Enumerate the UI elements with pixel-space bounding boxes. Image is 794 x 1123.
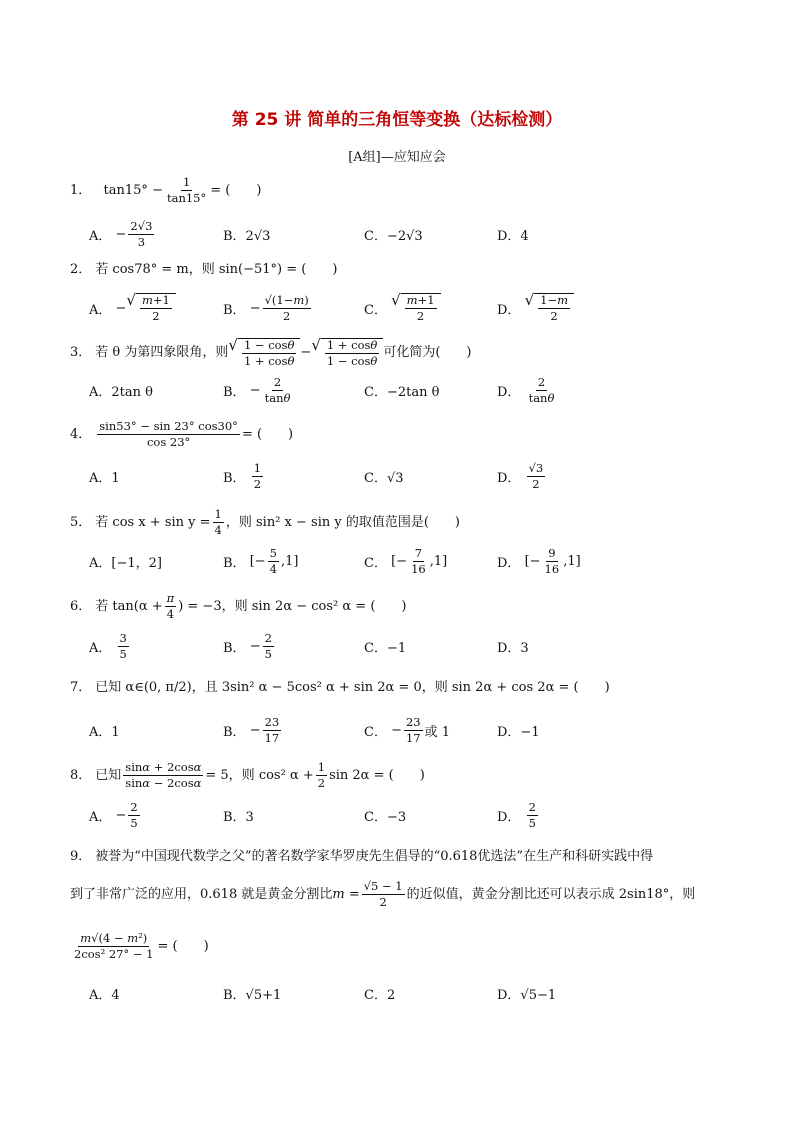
options-8 (89, 797, 754, 833)
option-d[interactable]: D． $\frac{2}{\tan\theta}$ (497, 374, 555, 405)
option-d[interactable]: D． √ $\frac{1-m}{2}$ (497, 290, 574, 326)
option-a[interactable]: A． − √ $\frac{m+1}{2}$ (89, 290, 176, 326)
option-a[interactable]: A． $\frac{3}{5}$ (89, 630, 127, 661)
option-b[interactable]: B．3 (223, 809, 254, 825)
option-b[interactable]: B． − $\frac{2}{\tan\theta}$ (223, 374, 291, 405)
option-a[interactable]: A．4 (89, 987, 120, 1003)
question-5: 5． 若 cos x + sin y = $\frac{1}{4}$ ，则 sin² x − sin y 的取值范围是( ) (70, 507, 460, 537)
option-a[interactable]: A．1 (89, 724, 120, 740)
option-c[interactable]: C．−2tan θ (364, 384, 440, 400)
option-b[interactable]: B．2√3 (223, 228, 271, 244)
option-b[interactable]: B． − $\frac{√(1-m)}{2}$ (223, 292, 309, 323)
options-6 (89, 628, 754, 664)
option-c[interactable]: C．√3 (364, 470, 404, 486)
option-a[interactable]: A．2tan θ (89, 384, 153, 400)
option-d[interactable]: D． [− $\frac{9}{16}$ ,1] (497, 545, 581, 576)
section-subtitle: [A组]—应知应会 (348, 150, 446, 165)
option-b[interactable]: B． [− $\frac{5}{4}$ ,1] (223, 545, 299, 576)
option-d[interactable]: D． $\frac{2}{5}$ (497, 799, 536, 830)
question-2: 2． 若 cos78° = m，则 sin(−51°) = ( ) (70, 262, 338, 277)
options-7 (89, 712, 754, 748)
option-c[interactable]: C．−3 (364, 809, 407, 825)
option-d[interactable]: D．√5−1 (497, 987, 557, 1003)
options-5 (89, 543, 754, 579)
option-d[interactable]: D．−1 (497, 724, 540, 740)
option-a[interactable]: A． − $\frac{2√3}{3}$ (89, 218, 153, 249)
options-2 (89, 290, 754, 326)
option-a[interactable]: A． − $\frac{2}{5}$ (89, 799, 138, 830)
question-9: 9． 被誉为“中国现代数学之父”的著名数学家华罗庚先生倡导的“0.618优选法”在生产和科研实践中得 (70, 849, 654, 864)
question-3: 3． 若 θ 为第四象限角，则 √ $\frac{1 - \cos\theta}{1 + \cos\theta}$ − √ $\frac{1 + \cos\theta}{1 - \cos\theta}$ 可化简为( ) (70, 336, 472, 368)
option-b[interactable]: B． − $\frac{2}{5}$ (223, 630, 272, 661)
option-d[interactable]: D．4 (497, 228, 529, 244)
option-a[interactable]: A．[−1，2] (89, 555, 162, 571)
question-7: 7． 已知 α∈(0, π/2)，且 3sin² α − 5cos² α + sin 2α = 0，则 sin 2α + cos 2α = ( ) (70, 680, 610, 695)
option-c[interactable]: C． [− $\frac{7}{16}$ ,1] (364, 545, 448, 576)
options-3 (89, 372, 754, 408)
page-title: 第 25 讲 简单的三角恒等变换（达标检测） (231, 110, 563, 130)
option-c[interactable]: C．−1 (364, 640, 407, 656)
option-d[interactable]: D．3 (497, 640, 529, 656)
options-1 (89, 216, 754, 252)
question-6: 6． 若 tan(α + $\frac{\pi}{4}$ ) = −3，则 sin 2α − cos² α = ( ) (70, 591, 407, 621)
option-b[interactable]: B． $\frac{1}{2}$ (223, 460, 262, 491)
option-b[interactable]: B．√5+1 (223, 987, 282, 1003)
question-1: 1． tan15° − $\frac{1}{\tan 15^\circ}$ = ( ) (70, 175, 262, 205)
option-c[interactable]: C．2 (364, 987, 396, 1003)
option-a[interactable]: A．1 (89, 470, 120, 486)
question-9-line-3: $\frac{\text{m√(4 − m²)}}{\text{2cos² 27° − 1}}$ = ( ) (74, 931, 209, 961)
option-b[interactable]: B． − $\frac{23}{17}$ (223, 714, 280, 745)
options-4 (89, 458, 754, 494)
options-9 (89, 975, 754, 1011)
option-c[interactable]: C． − $\frac{23}{17}$ 或 1 (364, 714, 451, 745)
question-8: 8． 已知 $\frac{\sin\alpha + 2\cos\alpha}{\sin\alpha - 2\cos\alpha}$ = 5，则 cos² α + $\frac{1}{2}$ sin 2α = ( ) (70, 760, 425, 790)
option-c[interactable]: C． √ $\frac{m+1}{2}$ (364, 290, 441, 326)
option-d[interactable]: D． $\frac{√3}{2}$ (497, 460, 544, 491)
option-c[interactable]: C．−2√3 (364, 228, 423, 244)
question-9-line-2: 到了非常广泛的应用，0.618 就是黄金分割比 m = $\frac{√5 - 1}{2}$ 的近似值，黄金分割比还可以表示成 2sin18°，则 (70, 879, 696, 909)
question-4: 4． $\frac{\sin 53^\circ - \sin 23^\circ \cos 30^\circ}{\cos 23^\circ}$ = ( ) (70, 419, 294, 449)
